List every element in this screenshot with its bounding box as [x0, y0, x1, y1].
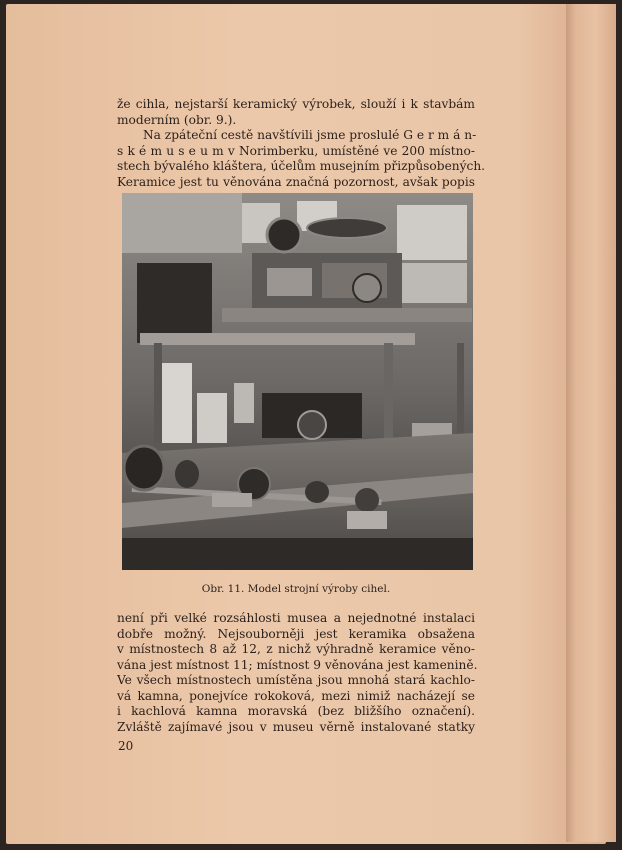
- top-paragraph: [117, 97, 486, 190]
- text-line: i kachlová kamna moravská (bez bližšího označení).: [117, 704, 475, 718]
- text-line: Ve všech místnostech umístěna jsou mnohá stará kachlo-: [117, 673, 475, 687]
- text-line: není při velké rozsáhlosti musea a nejednotné instalaci: [117, 611, 475, 625]
- machine-model-photo: [122, 193, 473, 570]
- text-line: Na zpáteční cestě navštívili jsme proslulé G e r m á n-: [143, 128, 477, 142]
- text-line: že cihla, nejstarší keramický výrobek, slouží i k stavbám: [117, 97, 475, 111]
- text-line: v místnostech 8 až 12, z nichž výhradně keramice věno-: [117, 642, 475, 656]
- page-edge: [566, 4, 616, 842]
- text-line: dobře možný. Nejsouborněji jest keramika obsažena: [117, 626, 475, 641]
- text-line: s k é m u s e u m v Norimberku, umístěné ve 200 místno-: [117, 143, 475, 158]
- text-line: vá kamna, ponejvíce rokoková, mezi nimiž nacházejí se: [117, 688, 475, 703]
- text-line: Zvláště zajímavé jsou v museu věrně instalované statky: [117, 719, 475, 734]
- page-number: 20: [118, 739, 134, 753]
- figure-photo: [122, 193, 473, 570]
- text-line: stech bývalého kláštera, účelům musejním přizpůsobených.: [117, 159, 486, 173]
- text-line: moderním (obr. 9.).: [117, 112, 237, 127]
- text-line: Keramice jest tu věnována značná pozornost, avšak popis: [117, 174, 475, 189]
- bottom-paragraph: [117, 611, 478, 735]
- text-line: vána jest místnost 11; místnost 9 věnována jest kamenině.: [117, 657, 478, 672]
- figure-caption: Obr. 11. Model strojní výroby cihel.: [201, 583, 391, 595]
